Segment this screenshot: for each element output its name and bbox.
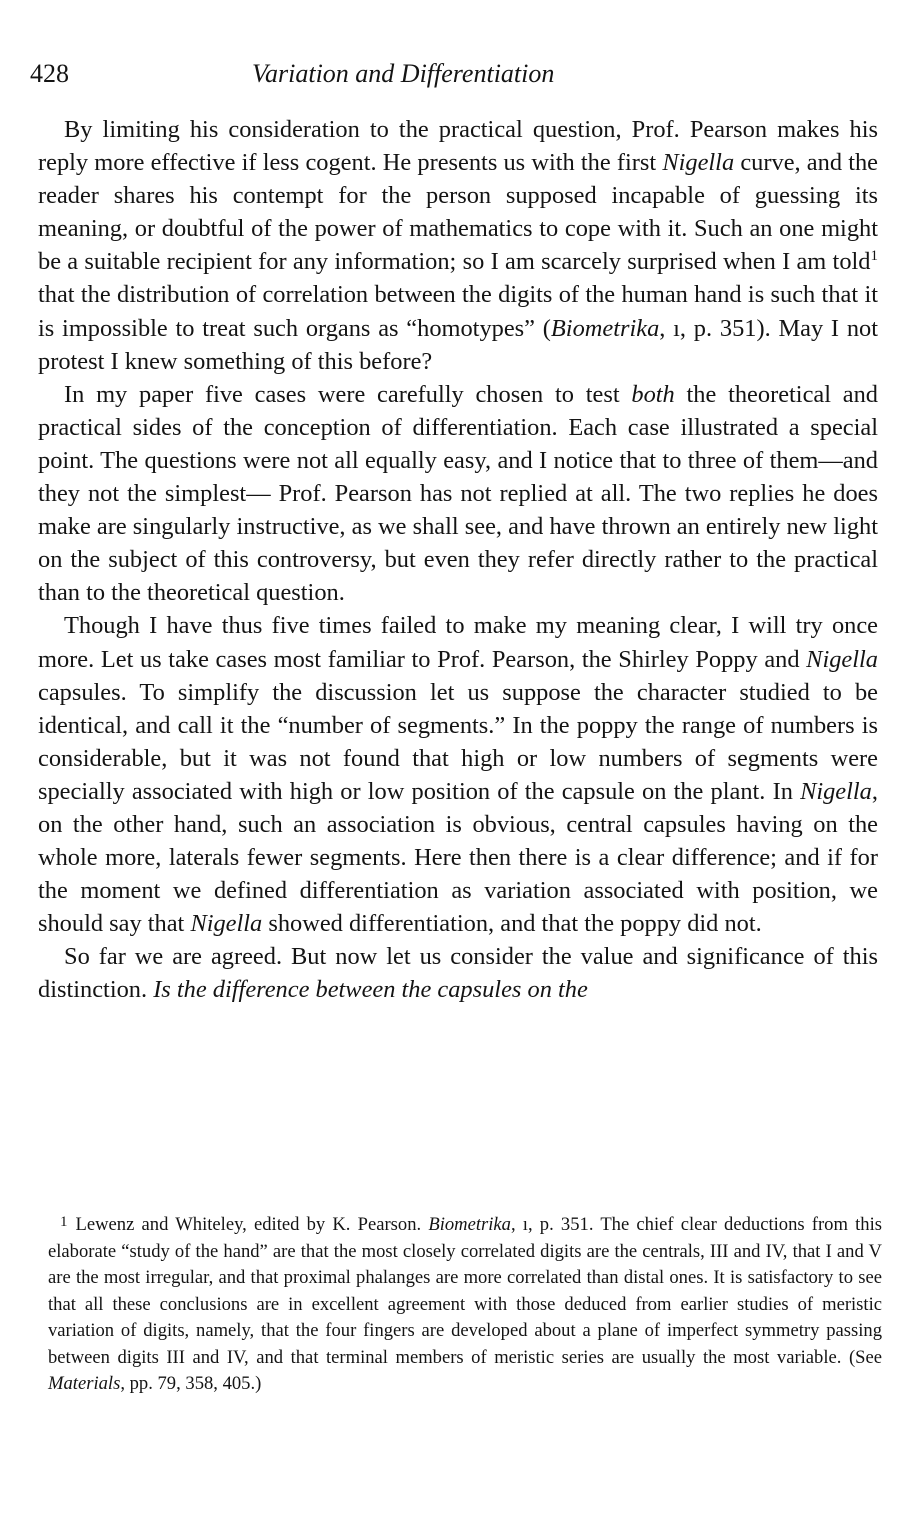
text-segment: the theoretical and practical sides of the conception of differentiation. Each case illustrated a special point. The questions were not all equally easy, and I notice that to three of them—and they not the simplest— Prof. Pearson has not replied at all. The two replies he does make are singularly instructive, as we shall see, and have thrown an entirely new light on the subject of this controversy, but even they refer directly rather to the practical than to the theoretical question. [38, 380, 878, 607]
italic-text-segment: Biometrika [550, 314, 660, 342]
text-segment: Lewenz and Whiteley, edited by K. Pearson. [75, 1214, 429, 1235]
text-segment: In my paper five cases were carefully chosen to test [64, 380, 632, 408]
text-segment: Though I have thus five times failed to make my meaning clear, I will try once more. Let us take cases most familiar to Prof. Pearson, the Shirley Poppy and [38, 612, 878, 673]
italic-text-segment: Materials [48, 1373, 121, 1394]
paragraph [38, 113, 878, 378]
body-text [38, 113, 878, 1007]
paragraph [38, 378, 878, 610]
italic-text-segment: Nigella [806, 645, 878, 673]
page-number: 428 [30, 59, 69, 88]
text-segment: , ı, p. 351. The chief clear deductions from this elaborate “study of the hand” are that the most closely correlated digits are the centrals, III and IV, that I and V are the most irregular, and that proximal phalanges are more correlated than distal ones. It is satisfactory to see that all these conclusions are in excellent agreement with those deduced from earlier studies of meristic variation of digits, namely, that the four fingers are developed about a plane of imperfect symmetry passing between digits III and IV, and that terminal members of meristic series are usually the most variable. (See [48, 1214, 882, 1368]
text-segment: curve, and the reader shares his contempt for the person supposed incapable of guessing its meaning, or doubtful of the power of mathematics to cope with it. Such an one might be a suitable recipient for any information; so I am scarcely surprised when I am told [38, 149, 878, 276]
italic-text-segment: Biometrika [428, 1214, 511, 1235]
text-segment: that the distribution of correlation between the digits of the human hand is such that it is impossible to treat such organs as “homotypes” ( [38, 281, 878, 342]
paragraph [38, 609, 878, 940]
text-segment: showed differentiation, and that the poppy did not. [262, 910, 762, 938]
paragraph [38, 940, 878, 1006]
text-segment: By limiting his consideration to the practical question, Prof. Pearson makes his reply more effective if less cogent. He presents us with the first [38, 116, 878, 177]
italic-text-segment: Nigella [662, 149, 735, 177]
running-head [30, 56, 872, 96]
italic-text-segment: both [631, 380, 675, 408]
footnote [48, 1212, 882, 1398]
footnote-marker: 1 [60, 1214, 68, 1230]
text-segment: , on the other hand, such an association is obvious, central capsules having on the whole more, laterals fewer segments. Here then there is a clear difference; and if for the moment we defined differentiation as variation associated with position, we should say that [38, 777, 878, 938]
text-segment: , ı, p. 351). May I not protest I knew something of this before? [38, 314, 878, 375]
text-segment: So far we are agreed. But now let us consider the value and significance of this distinction. [38, 943, 878, 1004]
italic-text-segment: Nigella [190, 910, 263, 938]
text-segment: capsules. To simplify the discussion let us suppose the character studied to be identical, and call it the “number of segments.” In the poppy the range of numbers is considerable, but it was not found that high or low numbers of segments were specially associated with high or low position of the capsule on the plant. In [38, 678, 878, 805]
running-title: Variation and Differentiation [252, 59, 555, 88]
footnote-area [48, 1212, 882, 1398]
text-segment: , pp. 79, 358, 405.) [120, 1373, 262, 1394]
footnote-reference: 1 [870, 248, 878, 265]
italic-text-segment: Is the difference between the capsules on the [153, 976, 588, 1004]
italic-text-segment: Nigella [800, 777, 872, 805]
